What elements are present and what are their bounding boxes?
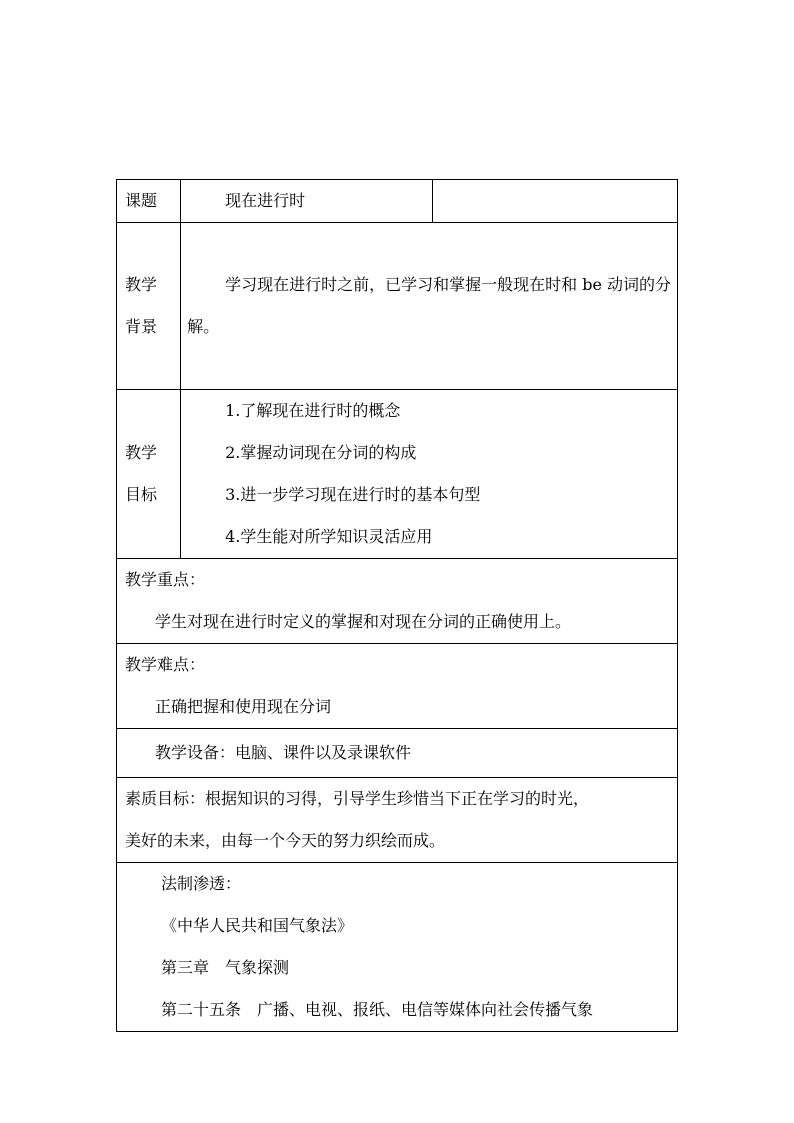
goals-label-line-2: 目标	[125, 485, 158, 504]
key-points-label: 教学重点：	[125, 570, 206, 589]
quality-row	[117, 778, 678, 863]
quality-text-line-2: 美好的未来，由每一个今天的努力织绘而成。	[125, 831, 446, 850]
goals-label-cell	[117, 390, 181, 559]
goal-item: 2.掌握动词现在分词的构成	[225, 443, 417, 462]
topic-label-cell	[117, 180, 181, 223]
law-article: 第二十五条 广播、电视、报纸、电信等媒体向社会传播气象	[161, 1000, 594, 1019]
background-label-line-2: 背景	[125, 317, 158, 336]
topic-empty-cell	[432, 180, 677, 223]
background-label-line-1: 教学	[125, 275, 158, 294]
law-row	[117, 863, 678, 1032]
background-text: 学习现在进行时之前，已学习和掌握一般现在时和 be 动词的分解。	[187, 275, 671, 336]
law-title: 《中华人民共和国气象法》	[161, 916, 354, 935]
goals-label-line-1: 教学	[125, 443, 158, 462]
key-points-row	[117, 559, 678, 644]
law-cell	[117, 863, 678, 1032]
equipment-cell	[117, 729, 678, 778]
key-points-cell	[117, 559, 678, 644]
difficulty-label: 教学难点：	[125, 655, 206, 674]
difficulty-text: 正确把握和使用现在分词	[155, 697, 332, 716]
topic-value-cell	[181, 180, 432, 223]
goals-list-cell	[181, 390, 678, 559]
topic-value: 现在进行时	[225, 191, 306, 210]
background-row	[117, 223, 678, 390]
difficulty-cell	[117, 644, 678, 729]
quality-text-line-1: 素质目标：根据知识的习得，引导学生珍惜当下正在学习的时光，	[125, 789, 590, 808]
difficulty-row	[117, 644, 678, 729]
quality-cell	[117, 778, 678, 863]
background-text-cell	[181, 223, 678, 390]
law-label: 法制渗透：	[161, 874, 242, 893]
background-label-cell	[117, 223, 181, 390]
law-chapter: 第三章 气象探测	[161, 958, 290, 977]
goal-item: 1.了解现在进行时的概念	[225, 401, 401, 420]
equipment-text: 教学设备：电脑、课件以及录课软件	[155, 743, 412, 762]
topic-label: 课题	[125, 191, 158, 210]
key-points-text: 学生对现在进行时定义的掌握和对现在分词的正确使用上。	[155, 612, 572, 631]
equipment-row	[117, 729, 678, 778]
lesson-plan-table	[116, 179, 678, 1032]
topic-row	[117, 180, 678, 223]
goal-item: 3.进一步学习现在进行时的基本句型	[225, 485, 481, 504]
goals-row	[117, 390, 678, 559]
goal-item: 4.学生能对所学知识灵活应用	[225, 527, 433, 546]
